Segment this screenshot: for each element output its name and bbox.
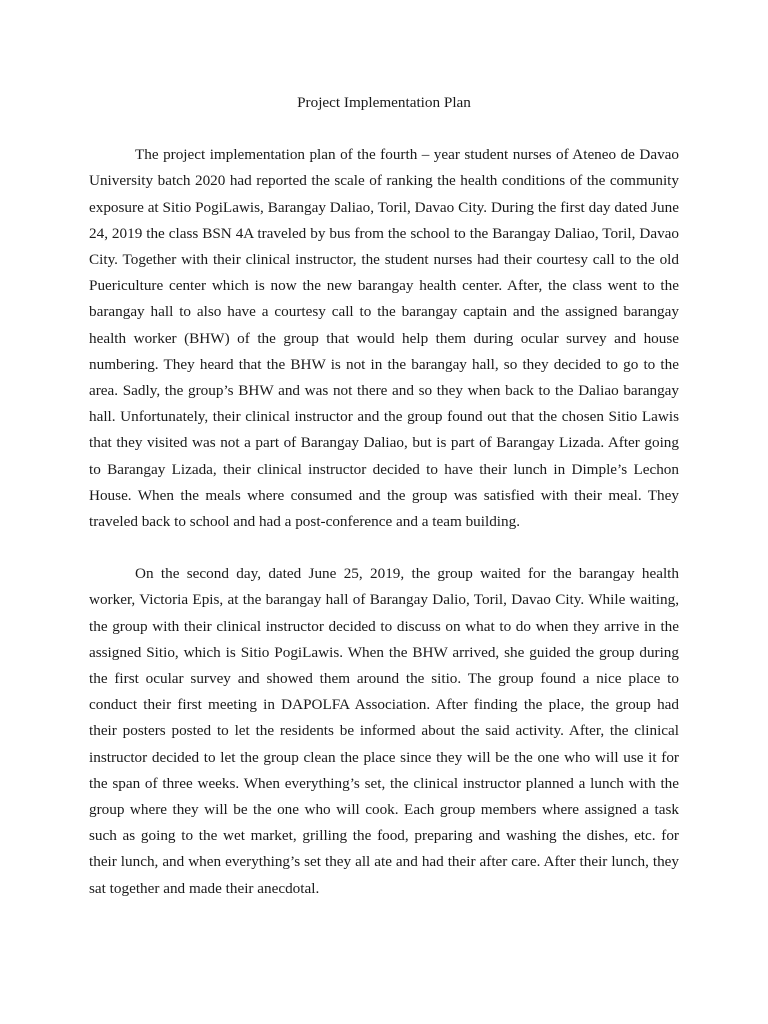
paragraph-second-day: On the second day, dated June 25, 2019, the group waited for the barangay health worker, Victoria Epis, at the barangay hall of Barangay Dalio, Toril, Davao City. While waiting, the group with their clinical instructor decided to discuss on what to do when they arrive in the assigned Sitio, which is Sitio PogiLawis. When the BHW arrived, she guided the group during the first ocular survey and showed them around the sitio. The group found a nice place to conduct their first meeting in DAPOLFA Association. After finding the place, the group had their posters posted to let the residents be informed about the said activity. After, the clinical instructor decided to let the group clean the place since they will be the one who will use it for the span of three weeks. When everything’s set, the clinical instructor planned a lunch with the group where they will be the one who will cook. Each group members where assigned a task such as going to the wet market, grilling the food, preparing and washing the dishes, etc. for their lunch, and when everything’s set they all ate and had their after care. After their lunch, they sat together and made their anecdotal. — [89, 565, 679, 897]
document-title: Project Implementation Plan — [297, 94, 471, 111]
document-body — [89, 90, 679, 902]
paragraph-first-day: The project implementation plan of the fourth – year student nurses of Ateneo de Davao University batch 2020 had reported the scale of ranking the health conditions of the community exposure at Sitio PogiLawis, Barangay Daliao, Toril, Davao City. During the first day dated June 24, 2019 the class BSN 4A traveled by bus from the school to the Barangay Daliao, Toril, Davao City. Together with their clinical instructor, the student nurses had their courtesy call to the old Puericulture center which is now the new barangay health center. After, the class went to the barangay hall to also have a courtesy call to the barangay captain and the assigned barangay health worker (BHW) of the group that would help them during ocular survey and house numbering. They heard that the BHW is not in the barangay hall, so they decided to go to the area. Sadly, the group’s BHW and was not there and so they when back to the Daliao barangay hall. Unfortunately, their clinical instructor and the group found out that the chosen Sitio Lawis that they visited was not a part of Barangay Daliao, but is part of Barangay Lizada. After going to Barangay Lizada, their clinical instructor decided to have their lunch in Dimple’s Lechon House. When the meals where consumed and the group was satisfied with their meal. They traveled back to school and had a post-conference and a team building. — [89, 146, 679, 531]
